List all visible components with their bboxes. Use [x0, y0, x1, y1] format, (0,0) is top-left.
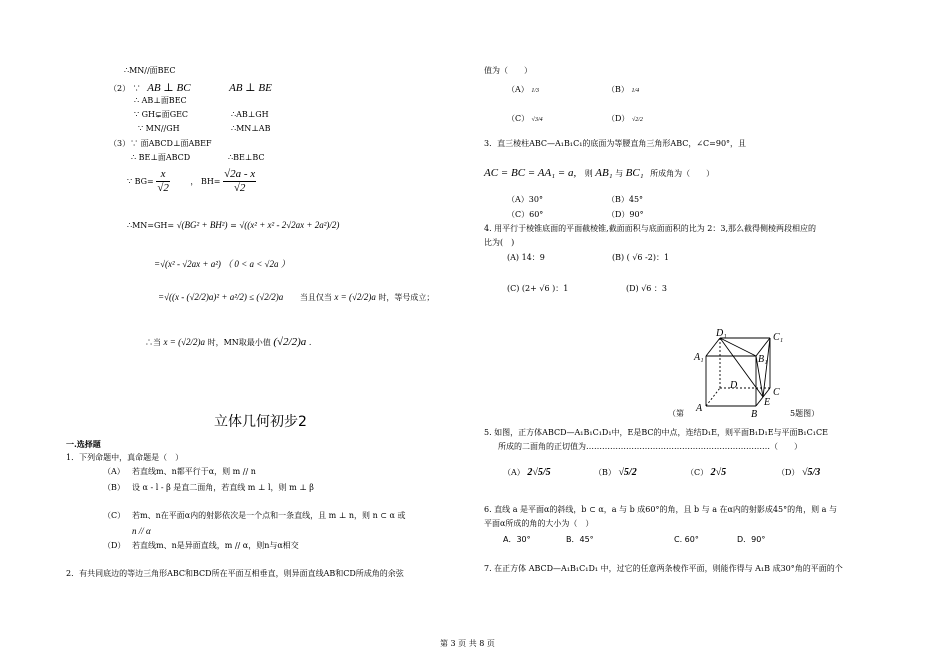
- q5-option-d: [777, 467, 820, 479]
- figure-caption-left: （第: [668, 409, 684, 418]
- question-7-stem: 7. 在正方体 ABCD—A₁B₁C₁D₁ 中，过它的任意两条棱作平面，则能作得与 A₁B 成30°角的平面的个: [484, 564, 843, 573]
- proof-line-mn-parallel-gh: ∵ MN//GH: [138, 124, 180, 133]
- label-b: B: [751, 409, 758, 418]
- label-d: D: [730, 380, 738, 391]
- math-equal-edges: AC = BC = AA₁ = a,: [484, 167, 577, 179]
- option-value: √3/4: [531, 117, 543, 123]
- q3-option-d: （D）90°: [607, 210, 644, 219]
- q5-option-b: [594, 467, 637, 479]
- proof-line-be-perp-plane: ∴ BE⊥面ABCD: [131, 153, 191, 162]
- label-bh: ， BH=: [190, 176, 221, 186]
- cube-figure: [690, 326, 790, 418]
- q6-option-c: C. 60°: [674, 535, 699, 544]
- figure-caption-right: 5题图）: [790, 409, 820, 418]
- math-x-value: x = (√2/2)a: [334, 292, 376, 302]
- label-a: A: [696, 403, 703, 414]
- q1-option-c-text: 若m、n在平面α内的射影依次是一个点和一条直线，且 m ⊥ n，则 n ⊂ α 或: [132, 511, 406, 520]
- equals: =: [230, 221, 237, 230]
- proof-line-mn-perp-ab: ∴MN⊥AB: [231, 124, 271, 133]
- q4-option-b: (B) ( √6 -2)：1: [612, 253, 670, 262]
- q1-option-b-text: 设 α - l - β 是直二面角，若直线 m ⊥ l，则 m ⊥ β: [132, 483, 314, 492]
- math-sqrt-bg-bh: √(BG² + BH²): [176, 220, 228, 230]
- period: .: [308, 338, 312, 347]
- fraction-bh: [223, 168, 256, 195]
- text-then: 则: [584, 169, 593, 178]
- question-4-cont: 比为( ): [484, 238, 515, 247]
- text-mn-minimum: 时，MN取最小值: [207, 338, 271, 347]
- q1-option-d-text: 若直线m、n是异面直线，m // α，则n与α相交: [132, 541, 299, 550]
- fraction-den: √2: [233, 182, 246, 195]
- question-6-cont: 平面α所成的角的大小为（ ）: [484, 519, 594, 528]
- section-title: 立体几何初步2: [214, 414, 307, 430]
- proof-part-2: [109, 82, 272, 95]
- math-x-value: x = (√2/2)a: [163, 337, 206, 347]
- edge-ad-hidden: [706, 388, 720, 406]
- math-sqrt-expression: √((x² + x² - 2√2ax + 2a²)/2): [239, 220, 340, 230]
- proof-inequality: [158, 292, 434, 303]
- text-if-and-only-if: 当且仅当: [299, 293, 332, 302]
- fraction-num: x: [156, 168, 170, 182]
- label-bg: ∵ BG=: [127, 176, 154, 186]
- proof-line-ab-perp-plane: ∴ AB⊥面BEC: [134, 96, 187, 105]
- text-equality-holds: 时，等号成立；: [378, 293, 435, 302]
- q1-option-d-label: （D）: [103, 541, 126, 550]
- question-6-stem: 6. 直线 a 是平面α的斜线，b ⊂ α，a 与 b 成60°的角，且 b 与 a 在α内的射影成45°的角，则 a 与: [484, 505, 837, 514]
- proof-part-3: （3）∵ 面ABCD⊥面ABEF: [109, 139, 212, 148]
- math-ab1: AB₁: [595, 167, 613, 179]
- q3-option-c: （C）60°: [507, 210, 544, 219]
- q4-option-a: (A) 14：9: [507, 253, 545, 262]
- option-value: √5/3: [801, 467, 821, 478]
- label-d1: D₁: [716, 328, 727, 339]
- question-4-stem: 4. 用平行于棱锥底面的平面截棱锥,截面面积与底面面积的比为 2：3,那么截得侧棱两段相应的: [484, 224, 816, 233]
- math-ab-perp-bc: AB ⊥ BC: [147, 82, 191, 94]
- q1-option-c-label: （C）: [103, 511, 126, 520]
- option-value: 1/3: [531, 88, 539, 94]
- option-value: √2/2: [631, 117, 643, 123]
- edge-d1a1: [706, 338, 720, 356]
- text-and: 与: [615, 169, 624, 178]
- q4-option-c: (C) (2+ √6 )：1: [507, 284, 569, 293]
- math-ab-perp-be: AB ⊥ BE: [229, 82, 272, 94]
- because-symbol: ∵: [132, 84, 141, 93]
- option-label: （D）: [607, 114, 630, 123]
- q5-option-c: [686, 467, 726, 479]
- label-b1: B₁: [758, 354, 768, 365]
- label-a1: A₁: [694, 352, 704, 363]
- proof-simplified: =√(x² - √2ax + a²) （ 0 < a < √2a ）: [154, 259, 290, 269]
- label-c: C: [773, 387, 780, 398]
- question-2-stem: 2．有共同底边的等边三角形ABC和BCD所在平面互相垂直，则异面直线AB和CD所成角的余弦: [66, 569, 404, 578]
- label-mn-gh: ∴MN=GH=: [127, 221, 175, 230]
- q1-option-a-text: 若直线m、n都平行于α，则 m // n: [132, 467, 256, 476]
- section-subtitle: 一.选择题: [66, 439, 101, 449]
- proof-bg-bh: [127, 168, 256, 195]
- question-5-cont: 所成的二面角的正切值为……………………………………………………………（ ）: [498, 442, 802, 451]
- option-value: 2√5: [710, 467, 727, 478]
- q2-option-b: [607, 85, 639, 95]
- q2-option-c: [507, 114, 543, 124]
- question-3-stem: 3．直三棱柱ABC—A₁B₁C₁的底面为等腰直角三角形ABC，∠C=90°，且: [484, 139, 747, 148]
- q1-option-b-label: （B）: [103, 483, 125, 492]
- q4-option-d: (D) √6 ：3: [626, 284, 668, 293]
- option-label: （A）: [507, 85, 529, 94]
- text-therefore-when: ∴当: [145, 338, 161, 347]
- option-label: （A）: [503, 468, 525, 477]
- proof-line-ab-perp-gh: ∴AB⊥GH: [231, 110, 269, 119]
- q3-option-b: （B）45°: [607, 195, 644, 204]
- part-number: （2）: [109, 84, 131, 93]
- q6-option-d: D．90°: [737, 535, 766, 544]
- q1-option-a-label: （A）: [103, 467, 125, 476]
- math-inequality: =√((x - (√2/2)a)² + a²/2) ≤ (√2/2)a: [158, 292, 284, 302]
- fraction-bg: [156, 168, 170, 195]
- option-label: （B）: [594, 468, 616, 477]
- line-d1b1: [720, 338, 756, 356]
- proof-mn-gh: [127, 220, 339, 231]
- option-label: （C）: [507, 114, 530, 123]
- question-1-stem: 1．下列命题中，真命题是（ ）: [66, 453, 184, 462]
- proof-line-be-perp-bc: ∴BE⊥BC: [228, 153, 265, 162]
- q6-option-b: B．45°: [566, 535, 594, 544]
- fraction-num: √2a - x: [223, 168, 256, 182]
- q2-option-a: [507, 85, 539, 95]
- option-value: √5/2: [618, 467, 637, 478]
- q1-option-c-text-cont: n // α: [132, 526, 151, 536]
- q6-option-a: A．30°: [503, 535, 531, 544]
- proof-line-gh-in-plane: ∵ GH⊊面GEC: [134, 110, 189, 119]
- proof-conclusion: [145, 336, 311, 349]
- label-e: E: [764, 397, 771, 408]
- text-angle-is: 所成角为（ ）: [650, 169, 715, 178]
- option-value: 2√5/5: [527, 467, 551, 478]
- page-footer: 第 3 页 共 8 页: [440, 639, 495, 648]
- label-c1: C₁: [773, 332, 784, 343]
- question-2-cont: 值为（ ）: [484, 66, 532, 75]
- fraction-den: √2: [157, 182, 169, 195]
- q5-option-a: [503, 467, 551, 479]
- option-label: （B）: [607, 85, 629, 94]
- option-value: 1/4: [631, 88, 640, 94]
- math-bc1: BC₁: [625, 167, 644, 179]
- q2-option-d: [607, 114, 643, 124]
- question-5-stem: 5. 如图，正方体ABCD—A₁B₁C₁D₁中，E是BC的中点，连结D₁E，则平面B₁D₁E与平面B₁C₁CE: [484, 428, 828, 437]
- q3-option-a: （A）30°: [507, 195, 543, 204]
- option-label: （D）: [777, 468, 800, 477]
- question-3-math: [484, 167, 714, 180]
- math-min-value: (√2/2)a: [273, 336, 307, 348]
- proof-line-mn-parallel: ∴MN//面BEC: [124, 66, 176, 75]
- option-label: （C）: [686, 468, 709, 477]
